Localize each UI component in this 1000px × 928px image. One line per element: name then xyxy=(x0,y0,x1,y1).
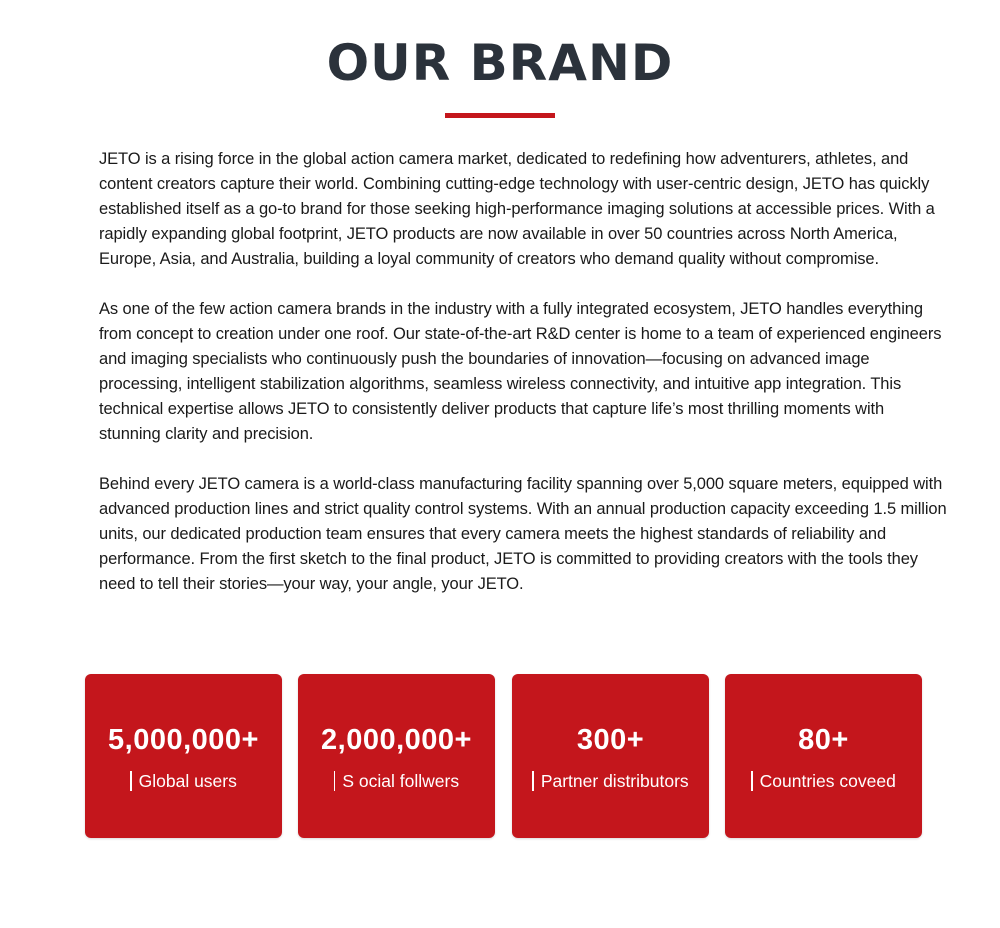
stat-label: Countries coveed xyxy=(759,771,896,791)
stat-label: Global users xyxy=(138,771,237,791)
stat-value: 5,000,000+ xyxy=(108,724,259,756)
paragraph-intro: JETO is a rising force in the global action camera market, dedicated to redefining how adventurers, athletes, and content creators capture their world. Combining cutting-edge technology with user-centric design, JETO has quickly established itself as a go-to brand for those seeking high-performance imaging solutions at accessible prices. With a rapidly expanding global footprint, JETO products are now available in over 50 countries across North America, Europe, Asia, and Australia, building a loyal community of creators who demand quality without compromise. xyxy=(99,150,935,268)
stats-row xyxy=(85,674,923,838)
stat-value: 2,000,000+ xyxy=(321,724,472,756)
stat-label-wrap xyxy=(512,769,709,793)
title-underline xyxy=(445,113,555,118)
stat-card-global-users xyxy=(85,674,282,838)
stat-label-wrap xyxy=(298,769,495,793)
stat-card-social-followers xyxy=(298,674,495,838)
paragraph-ecosystem: As one of the few action camera brands in the industry with a fully integrated ecosystem, JETO handles everything from concept to creation under one roof. Our state-of-the-art R&D center is home to a team of experienced engineers and imaging specialists who continuously push the boundaries of innovation—focusing on advanced image processing, intelligent stabilization algorithms, seamless wireless connectivity, and intuitive app integration. This technical expertise allows JETO to consistently deliver products that capture life’s most thrilling moments with stunning clarity and precision. xyxy=(99,300,942,443)
divider-bar xyxy=(751,771,753,791)
stat-value: 300+ xyxy=(576,724,645,756)
stat-label-wrap xyxy=(725,769,922,793)
stat-value: 80+ xyxy=(798,724,849,756)
stat-label-wrap xyxy=(85,769,282,793)
stat-label: Partner distributors xyxy=(540,771,689,791)
stat-label: S ocial follwers xyxy=(342,771,460,791)
divider-bar xyxy=(130,771,132,791)
brand-description xyxy=(99,147,949,622)
stat-card-partner-distributors xyxy=(512,674,709,838)
page-title: OUR BRAND xyxy=(326,34,674,92)
divider-bar xyxy=(334,771,336,791)
divider-bar xyxy=(532,771,534,791)
stat-card-countries-covered xyxy=(725,674,922,838)
paragraph-manufacturing: Behind every JETO camera is a world-class manufacturing facility spanning over 5,000 square meters, equipped with advanced production lines and strict quality control systems. With an annual production capacity exceeding 1.5 million units, our dedicated production team ensures that every camera meets the highest standards of reliability and performance. From the first sketch to the final product, JETO is committed to providing creators with the tools they need to tell their stories—your way, your angle, your JETO. xyxy=(99,475,947,593)
